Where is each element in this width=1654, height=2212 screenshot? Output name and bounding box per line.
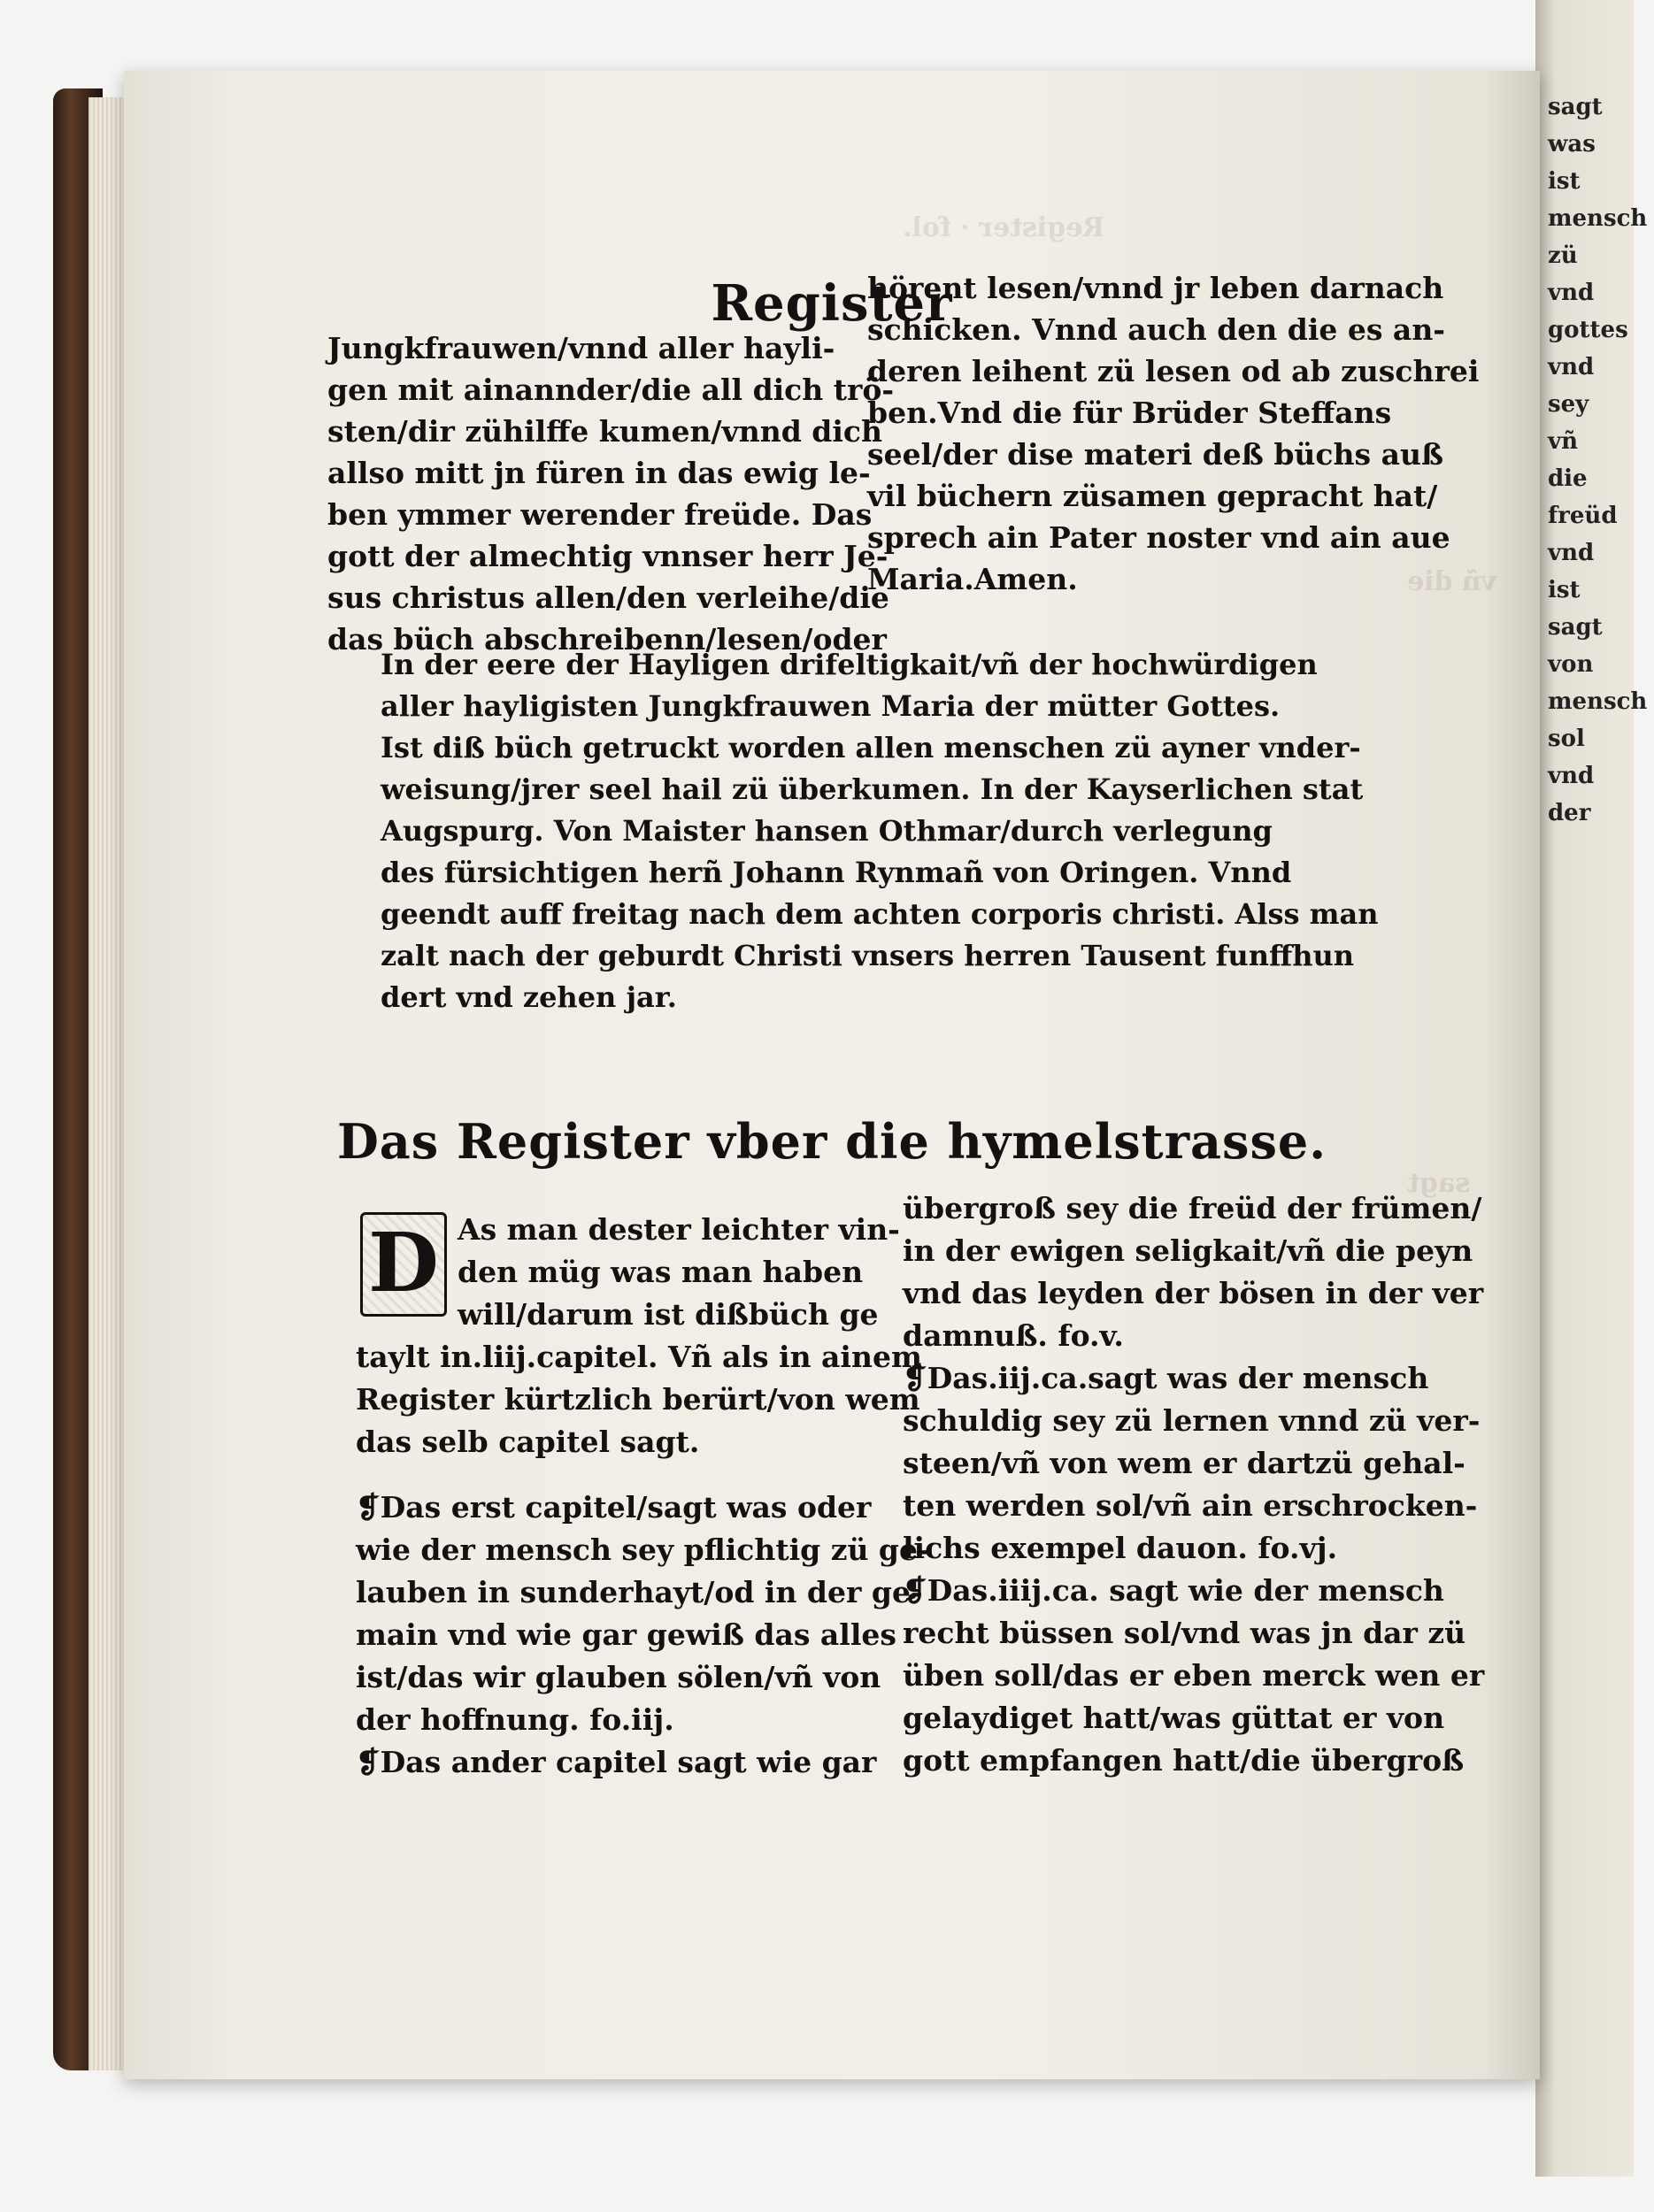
index-entry-line: main vnd wie gar gewiß das alles (356, 1617, 896, 1652)
facing-page-word: ist (1548, 168, 1581, 195)
facing-page-word: vnd (1548, 763, 1595, 789)
facing-page-text (1548, 88, 1654, 832)
colophon-line: Ist diß büch getruckt worden allen menschen zü ayner vnder- (381, 731, 1361, 764)
index-entry-line: lichs exempel dauon. fo.vj. (903, 1531, 1338, 1565)
facing-page-word: sagt (1548, 614, 1603, 641)
colophon-line: aller hayligisten Jungkfrauwen Maria der mütter Gottes. (381, 689, 1281, 723)
index-entry-line: recht büssen sol/vnd was jn dar zü (903, 1616, 1466, 1650)
index-entry-line: lauben in sunderhayt/od in der ge- (356, 1575, 923, 1609)
index-entries (356, 1486, 930, 1784)
text-line: sten/dir zühilffe kumen/vnnd dich (327, 414, 882, 449)
colophon-line: geendt auff freitag nach dem achten corporis christi. Alss man (381, 897, 1379, 931)
index-entry-line: ist/das wir glauben sölen/vñ von (356, 1660, 881, 1694)
facing-page-word: die (1548, 465, 1588, 492)
text-line: gott der almechtig vnnser herr Je- (327, 539, 889, 573)
facing-page-word: sey (1548, 391, 1589, 418)
show-through: sagt (1407, 1168, 1471, 1199)
index-entry-line: üben soll/das er eben merck wen er (903, 1658, 1485, 1693)
show-through: vñ die (1407, 566, 1497, 597)
index-entry-line: der hoffnung. fo.iij. (356, 1702, 674, 1737)
decorated-initial: D (360, 1212, 447, 1317)
index-entry-line: in der ewigen seligkait/vñ die peyn (903, 1233, 1473, 1268)
facing-page-word: was (1548, 131, 1596, 157)
facing-page-word: ist (1548, 577, 1581, 603)
top-right-column (867, 267, 1479, 600)
facing-page-word: mensch (1548, 205, 1648, 232)
index-entry-line: übergroß sey die freüd der frümen/ (903, 1191, 1482, 1225)
index-entry-line: ❡Das ander capitel sagt wie gar (356, 1745, 877, 1779)
colophon-line: des fürsichtigen herñ Johann Rynmañ von Oringen. Vnnd (381, 856, 1292, 889)
index-intro (356, 1209, 930, 1463)
running-head: Register (711, 274, 953, 333)
index-intro-line: taylt in.liij.capitel. Vñ als in ainem (356, 1340, 922, 1374)
index-entry-line: wie der mensch sey pflichtig zü ge- (356, 1532, 930, 1567)
text-line: Jungkfrauwen/vnnd aller hayli- (327, 331, 835, 365)
facing-page-word: vñ (1548, 428, 1579, 455)
text-line: allso mitt jn füren in das ewig le- (327, 456, 871, 490)
index-entry-line: vnd das leyden der bösen in der ver (903, 1276, 1484, 1310)
text-line: deren leihent zü lesen od ab zuschrei (867, 354, 1480, 388)
text-line: vil büchern züsamen gepracht hat/ (867, 479, 1438, 513)
index-entry-line: gott empfangen hatt/die übergroß (903, 1743, 1465, 1778)
index-entry-line: ❡Das erst capitel/sagt was oder (356, 1490, 872, 1525)
index-intro-line: As man dester leichter vin- (458, 1212, 900, 1247)
text-line: seel/der dise materi deß büchs auß (867, 437, 1444, 472)
text-line: das büch abschreibenn/lesen/oder (327, 622, 887, 657)
colophon (381, 644, 1378, 1018)
text-line: sus christus allen/den verleihe/die (327, 580, 889, 615)
index-intro-line: will/darum ist dißbüch ge (458, 1297, 879, 1332)
text-line: ben ymmer werender freüde. Das (327, 497, 873, 532)
index-entry-line: ❡Das.iiij.ca. sagt wie der mensch (903, 1573, 1444, 1608)
index-entry-line: gelaydiget hatt/was güttat er von (903, 1701, 1445, 1735)
facing-page-word: vnd (1548, 280, 1595, 306)
text-line: Maria.Amen. (867, 562, 1078, 596)
index-entry-line: damnuß. fo.v. (903, 1318, 1124, 1353)
facing-page-word: gottes (1548, 317, 1628, 343)
facing-page-word: zü (1548, 242, 1578, 269)
top-left-column (327, 327, 894, 660)
facing-page-word: mensch (1548, 688, 1648, 715)
colophon-line: In der eere der Hayligen drifeltigkait/vñ der hochwürdigen (381, 648, 1318, 681)
text-line: ben.Vnd die für Brüder Steffans (867, 396, 1392, 430)
index-intro-line: das selb capitel sagt. (356, 1425, 700, 1459)
colophon-line: zalt nach der geburdt Christi vnsers herren Tausent funffhun (381, 939, 1355, 972)
facing-page-word: von (1548, 651, 1594, 678)
facing-page-word: sol (1548, 726, 1585, 752)
facing-page-word: vnd (1548, 354, 1595, 380)
colophon-line: weisung/jrer seel hail zü überkumen. In der Kayserlichen stat (381, 772, 1364, 806)
facing-page-word: der (1548, 800, 1591, 826)
index-left-column (356, 1209, 930, 1784)
index-entry-line: schuldig sey zü lernen vnnd zü ver- (903, 1403, 1481, 1438)
section-heading: Das Register vber die hymelstrasse. (336, 1113, 1327, 1170)
facing-page-word: vnd (1548, 540, 1595, 566)
text-line: sprech ain Pater noster vnd ain aue (867, 520, 1450, 555)
text-line: gen mit ainannder/die all dich trö- (327, 373, 895, 407)
colophon-line: dert vnd zehen jar. (381, 980, 677, 1014)
index-entry-line: steen/vñ von wem er dartzü gehal- (903, 1446, 1466, 1480)
index-entry-line: ❡Das.iij.ca.sagt was der mensch (903, 1361, 1429, 1395)
show-through: Register · fol. (903, 212, 1105, 243)
facing-page (1535, 0, 1648, 2177)
book-page (124, 71, 1540, 2079)
facing-page-word: sagt (1548, 94, 1603, 120)
index-intro-line: Register kürtzlich berürt/von wem (356, 1382, 920, 1417)
index-intro-line: den müg was man haben (458, 1255, 864, 1289)
colophon-line: Augspurg. Von Maister hansen Othmar/durch verlegung (381, 814, 1273, 848)
text-line: schicken. Vnnd auch den die es an- (867, 312, 1446, 347)
index-entry-line: ten werden sol/vñ ain erschrocken- (903, 1488, 1478, 1523)
index-right-column (903, 1187, 1484, 1782)
text-line: hörent lesen/vnnd jr leben darnach (867, 271, 1444, 305)
facing-page-word: freüd (1548, 503, 1618, 529)
